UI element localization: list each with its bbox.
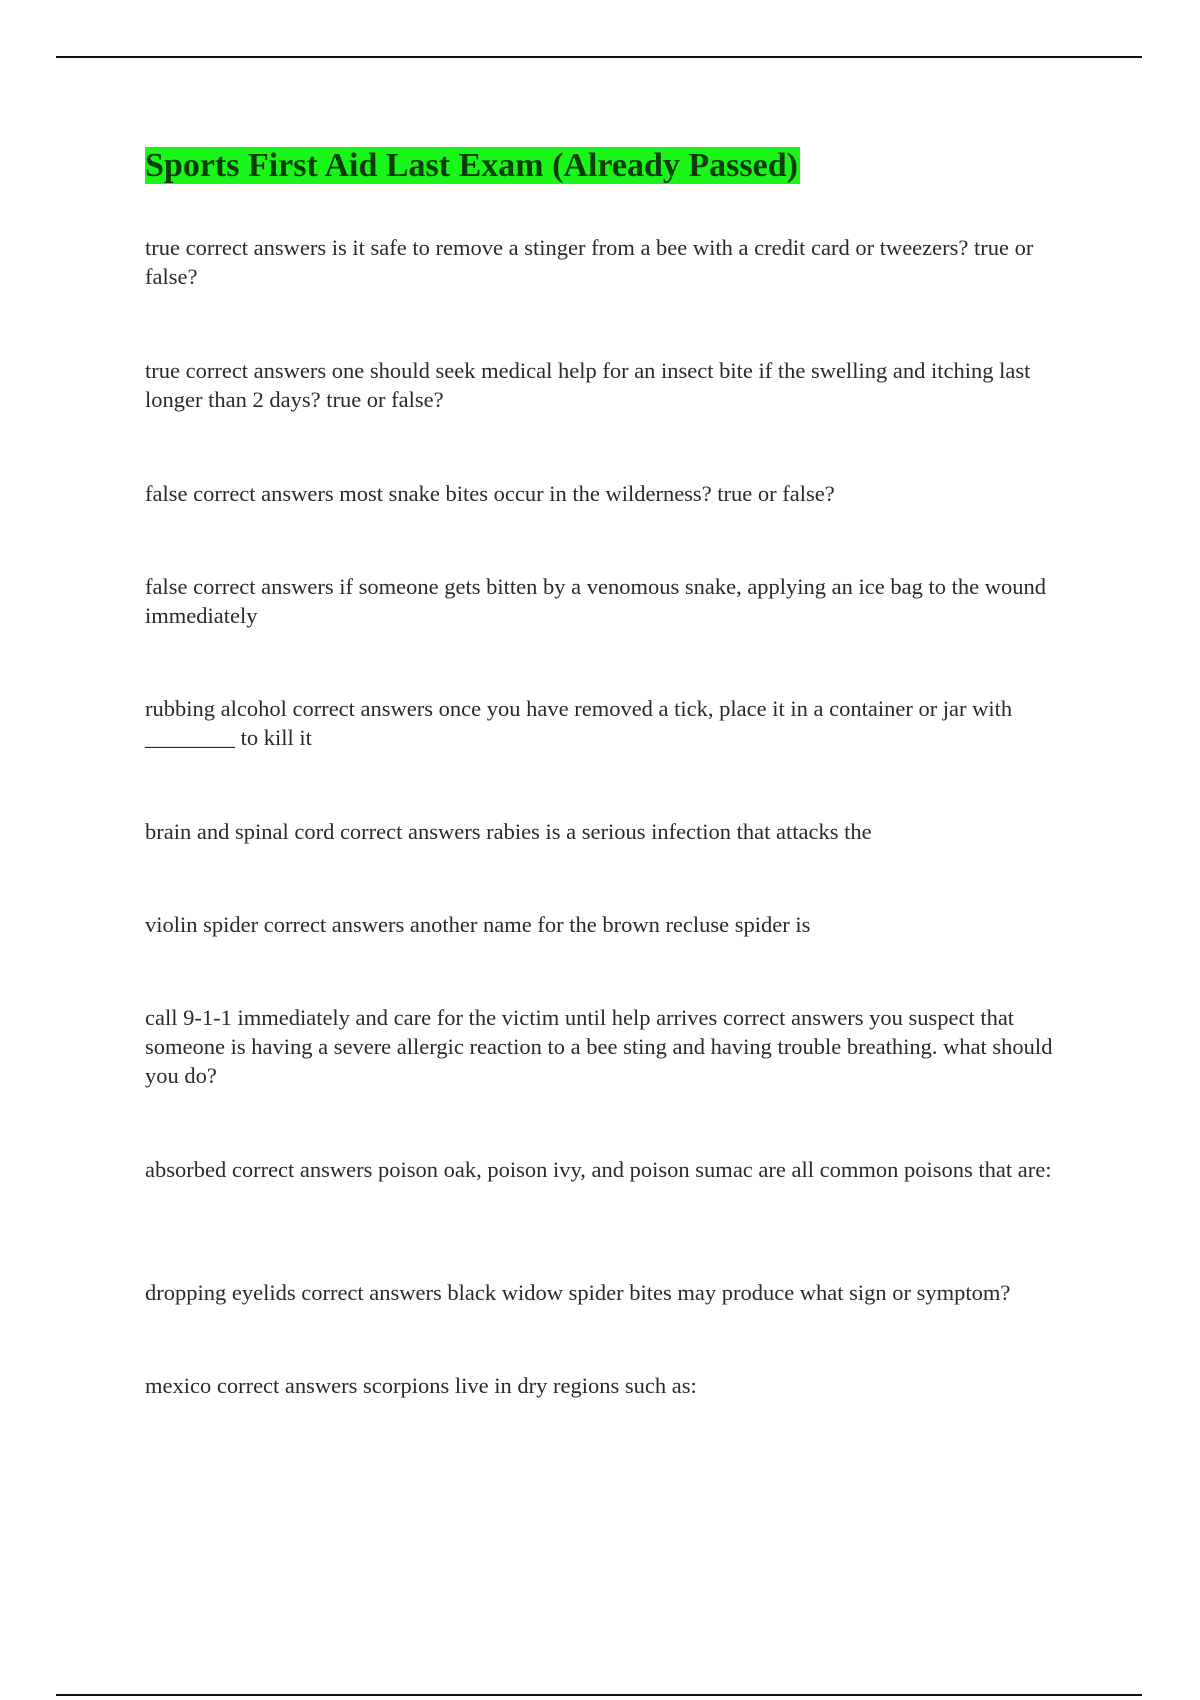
qa-item-5: rubbing alcohol correct answers once you have removed a tick, place it in a container or jar with ________ to kill it bbox=[145, 696, 1013, 750]
qa-item-11: mexico correct answers scorpions live in dry regions such as: bbox=[145, 1373, 697, 1398]
page-title bbox=[145, 145, 800, 187]
title-highlight: Sports First Aid Last Exam (Already Passed) bbox=[145, 147, 798, 184]
qa-item-3: false correct answers most snake bites occur in the wilderness? true or false? bbox=[145, 481, 835, 506]
qa-item-8: call 9-1-1 immediately and care for the victim until help arrives correct answers you suspect that someone is having a severe allergic reaction to a bee sting and having trouble breathing. what should you do? bbox=[145, 1005, 1053, 1088]
qa-item-9: absorbed correct answers poison oak, poison ivy, and poison sumac are all common poisons that are: bbox=[145, 1157, 1052, 1182]
qa-item-6: brain and spinal cord correct answers rabies is a serious infection that attacks the bbox=[145, 819, 872, 844]
qa-item-1: true correct answers is it safe to remove a stinger from a bee with a credit card or tweezers? true or false? bbox=[145, 235, 1034, 289]
header-rule bbox=[56, 56, 1142, 58]
qa-item-4: false correct answers if someone gets bitten by a venomous snake, applying an ice bag to the wound immediately bbox=[145, 574, 1046, 628]
footer-rule bbox=[56, 1694, 1142, 1696]
qa-item-2: true correct answers one should seek medical help for an insect bite if the swelling and itching last longer than 2 days? true or false? bbox=[145, 358, 1031, 412]
qa-item-7: violin spider correct answers another name for the brown recluse spider is bbox=[145, 912, 811, 937]
qa-item-10: dropping eyelids correct answers black widow spider bites may produce what sign or symptom? bbox=[145, 1280, 1011, 1305]
